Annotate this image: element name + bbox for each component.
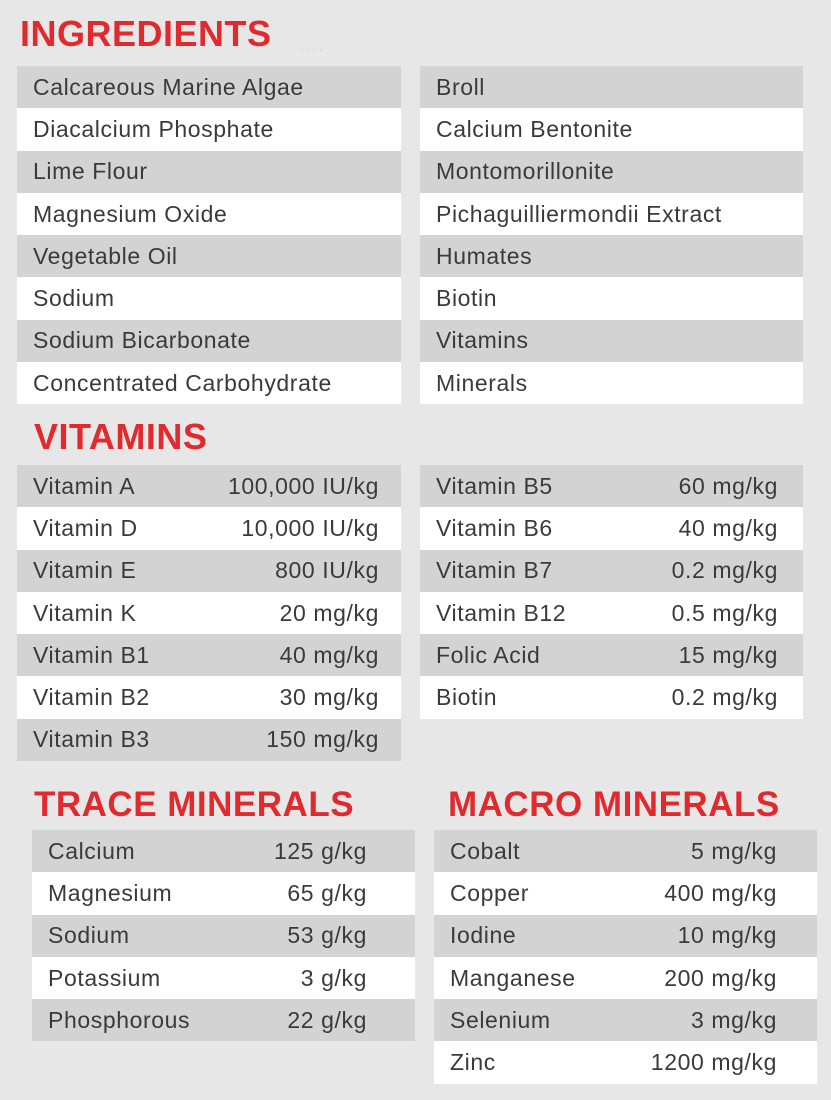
vitamin-name: Biotin [436, 684, 498, 711]
table-row [420, 550, 803, 592]
mineral-value: 5 mg/kg [690, 837, 777, 864]
ingredient-name: Vitamins [436, 327, 529, 354]
mineral-value: 1200 mg/kg [650, 1049, 777, 1076]
table-row [434, 830, 817, 872]
ingredient-name: Biotin [436, 285, 498, 312]
table-row [17, 719, 401, 761]
vitamin-value: 100,000 IU/kg [227, 472, 379, 499]
table-row [434, 999, 817, 1041]
ingredients-left-table [17, 66, 401, 404]
mineral-name: Zinc [450, 1049, 496, 1076]
vitamin-value: 30 mg/kg [279, 684, 379, 711]
trace-minerals-table [32, 830, 415, 1041]
mineral-name: Selenium [450, 1006, 551, 1033]
vitamin-value: 0.5 mg/kg [671, 599, 778, 626]
list-item [420, 235, 803, 277]
vitamin-value: 0.2 mg/kg [671, 684, 778, 711]
decorative-dots: .... [300, 40, 326, 54]
ingredients-right-table [420, 66, 803, 404]
mineral-name: Copper [450, 879, 530, 906]
list-item [420, 108, 803, 150]
mineral-name: Sodium [48, 922, 130, 949]
ingredient-name: Sodium Bicarbonate [33, 327, 251, 354]
table-row [17, 676, 401, 718]
list-item [17, 235, 401, 277]
list-item [420, 66, 803, 108]
list-item [17, 362, 401, 404]
mineral-value: 65 g/kg [287, 879, 367, 906]
vitamin-name: Vitamin E [33, 557, 137, 584]
mineral-value: 53 g/kg [287, 922, 367, 949]
vitamin-name: Vitamin D [33, 514, 138, 541]
vitamin-value: 15 mg/kg [678, 641, 778, 668]
mineral-value: 200 mg/kg [664, 964, 777, 991]
table-row [32, 957, 415, 999]
vitamin-name: Folic Acid [436, 641, 541, 668]
table-row [17, 507, 401, 549]
table-row [420, 592, 803, 634]
table-row [434, 872, 817, 914]
list-item [420, 320, 803, 362]
ingredient-name: Lime Flour [33, 158, 148, 185]
vitamin-value: 20 mg/kg [279, 599, 379, 626]
table-row [434, 915, 817, 957]
mineral-name: Calcium [48, 837, 136, 864]
mineral-value: 400 mg/kg [664, 879, 777, 906]
mineral-value: 22 g/kg [287, 1006, 367, 1033]
list-item [420, 193, 803, 235]
trace-minerals-heading: TRACE MINERALS [34, 785, 355, 824]
mineral-value: 10 mg/kg [677, 922, 777, 949]
ingredient-name: Montomorillonite [436, 158, 615, 185]
ingredient-name: Pichaguilliermondii Extract [436, 200, 722, 227]
table-row [420, 676, 803, 718]
macro-minerals-heading: MACRO MINERALS [448, 785, 780, 824]
mineral-value: 3 g/kg [300, 964, 367, 991]
vitamin-value: 40 mg/kg [678, 514, 778, 541]
ingredient-name: Calcium Bentonite [436, 115, 633, 142]
vitamins-left-table [17, 465, 401, 761]
list-item [17, 108, 401, 150]
ingredient-name: Broll [436, 73, 486, 100]
ingredient-name: Concentrated Carbohydrate [33, 369, 332, 396]
mineral-value: 125 g/kg [273, 837, 367, 864]
mineral-value: 3 mg/kg [690, 1006, 777, 1033]
list-item [17, 277, 401, 319]
vitamin-name: Vitamin B6 [436, 514, 553, 541]
vitamin-name: Vitamin B2 [33, 684, 150, 711]
vitamin-value: 60 mg/kg [678, 472, 778, 499]
ingredient-name: Sodium [33, 285, 115, 312]
table-row [32, 830, 415, 872]
ingredient-name: Minerals [436, 369, 528, 396]
table-row [17, 465, 401, 507]
list-item [17, 193, 401, 235]
vitamin-value: 150 mg/kg [266, 726, 379, 753]
table-row [420, 507, 803, 549]
vitamin-value: 40 mg/kg [279, 641, 379, 668]
vitamin-value: 800 IU/kg [275, 557, 379, 584]
vitamin-name: Vitamin B12 [436, 599, 567, 626]
table-row [17, 634, 401, 676]
vitamins-right-table [420, 465, 803, 719]
table-row [420, 634, 803, 676]
mineral-name: Phosphorous [48, 1006, 191, 1033]
vitamin-name: Vitamin B1 [33, 641, 150, 668]
mineral-name: Cobalt [450, 837, 521, 864]
mineral-name: Potassium [48, 964, 161, 991]
list-item [17, 66, 401, 108]
table-row [17, 592, 401, 634]
vitamin-name: Vitamin B5 [436, 472, 553, 499]
mineral-name: Manganese [450, 964, 576, 991]
table-row [32, 915, 415, 957]
vitamin-name: Vitamin A [33, 472, 136, 499]
list-item [17, 320, 401, 362]
mineral-name: Iodine [450, 922, 517, 949]
ingredient-name: Calcareous Marine Algae [33, 73, 304, 100]
macro-minerals-table [434, 830, 817, 1084]
vitamin-name: Vitamin K [33, 599, 137, 626]
ingredient-name: Magnesium Oxide [33, 200, 228, 227]
vitamin-name: Vitamin B7 [436, 557, 553, 584]
ingredient-name: Humates [436, 242, 533, 269]
ingredients-heading: INGREDIENTS [20, 13, 272, 54]
table-row [434, 1041, 817, 1083]
vitamin-value: 10,000 IU/kg [241, 514, 379, 541]
table-row [32, 872, 415, 914]
list-item [17, 151, 401, 193]
vitamins-heading: VITAMINS [34, 416, 208, 457]
vitamin-value: 0.2 mg/kg [671, 557, 778, 584]
table-row [434, 957, 817, 999]
table-row [32, 999, 415, 1041]
list-item [420, 362, 803, 404]
ingredient-name: Diacalcium Phosphate [33, 115, 274, 142]
mineral-name: Magnesium [48, 879, 173, 906]
list-item [420, 151, 803, 193]
ingredient-name: Vegetable Oil [33, 242, 178, 269]
vitamin-name: Vitamin B3 [33, 726, 150, 753]
table-row [17, 550, 401, 592]
table-row [420, 465, 803, 507]
list-item [420, 277, 803, 319]
